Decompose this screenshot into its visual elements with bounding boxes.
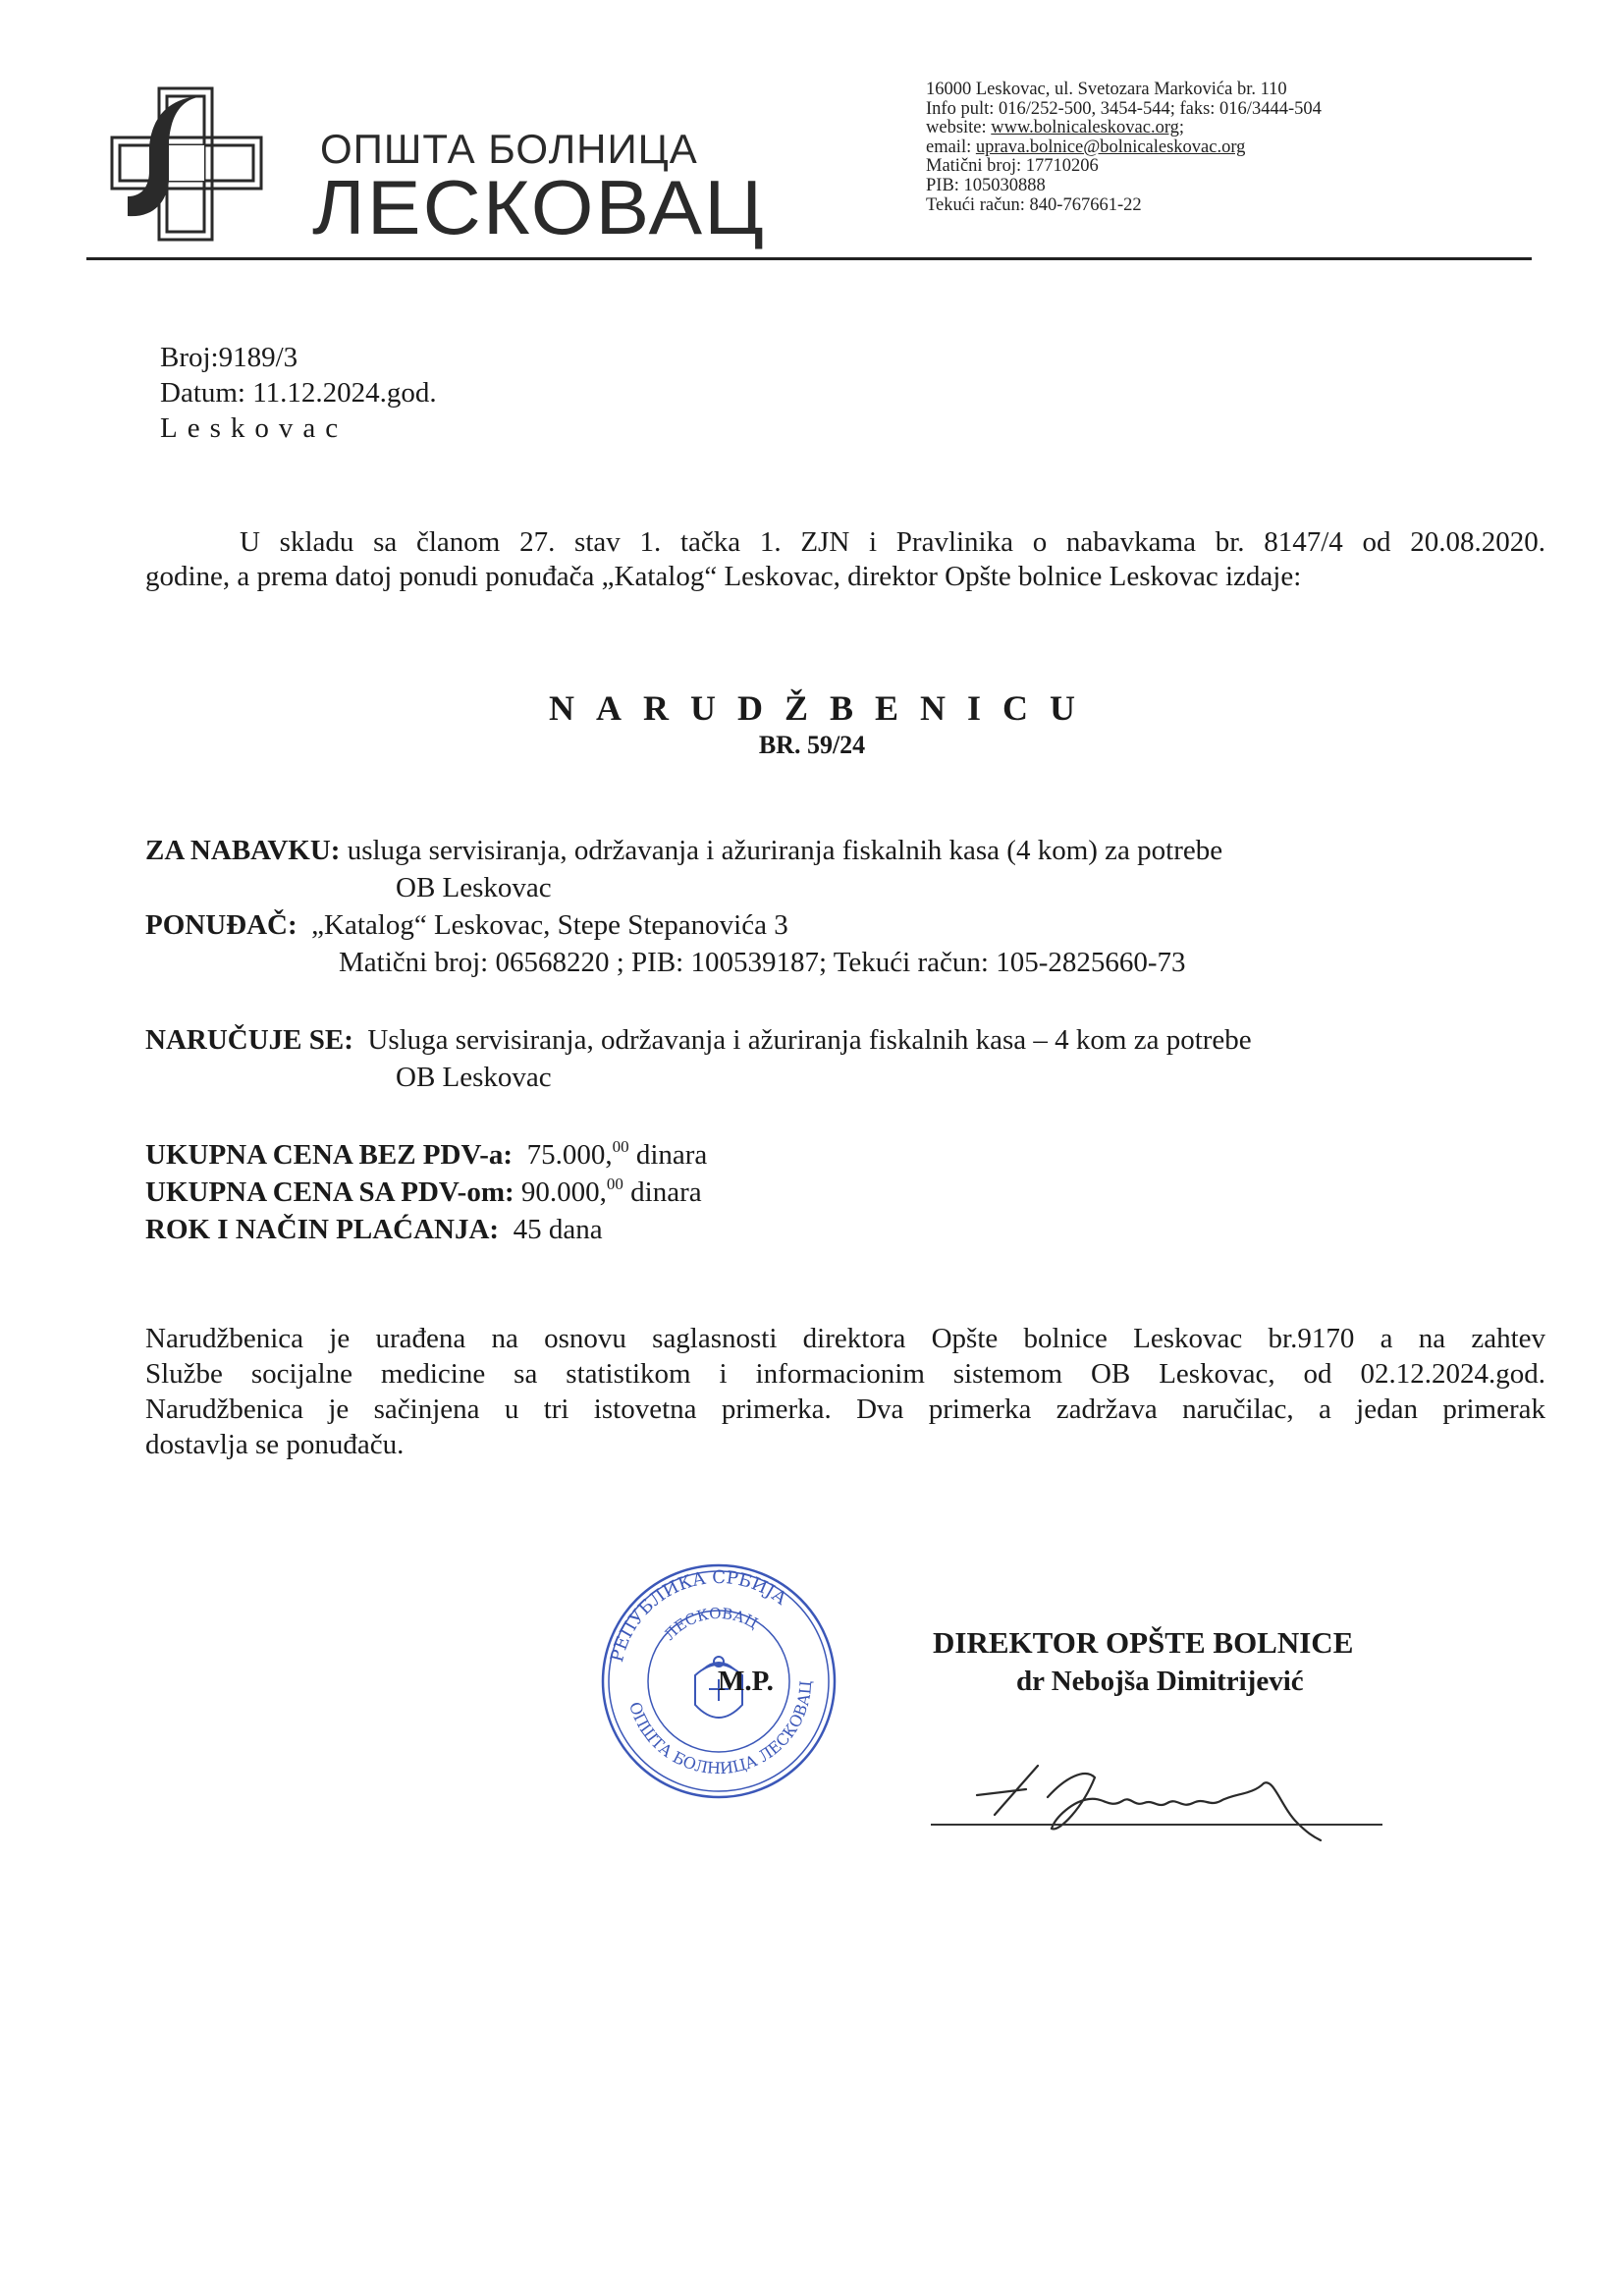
payment-terms-value: 45 dana — [513, 1214, 603, 1245]
price-with-vat-label: UKUPNA CENA SA PDV-om: — [145, 1176, 514, 1208]
narucuje-text: Usluga servisiranja, održavanja i ažuriranja fiskalnih kasa – 4 kom za potrebe — [367, 1024, 1252, 1056]
handwritten-signature — [957, 1738, 1350, 1846]
payment-terms-row — [145, 1212, 603, 1248]
contact-maticni-broj: Matični broj: 17710206 — [926, 156, 1099, 177]
signature-line — [931, 1824, 1382, 1826]
letterhead-divider — [86, 257, 1532, 260]
title-number: BR. 59/24 — [758, 731, 866, 759]
za-nabavku-label: ZA NABAVKU: — [145, 835, 341, 866]
document-number: Broj:9189/3 — [160, 342, 298, 373]
contact-pib: PIB: 105030888 — [926, 175, 1046, 195]
stamp-text-top: РЕПУБЛИКА СРБИЈА — [607, 1566, 791, 1665]
contact-account: Tekući račun: 840-767661-22 — [926, 194, 1142, 215]
director-name: dr Nebojša Dimitrijević — [1016, 1666, 1304, 1697]
price-with-vat-cents: 00 — [606, 1175, 623, 1193]
stamp-text-inner: ЛЕСКОВАЦ — [660, 1604, 761, 1644]
contact-phones: Info pult: 016/252-500, 3454-544; faks: 016/3444-504 — [926, 98, 1322, 119]
price-without-vat-row — [145, 1137, 707, 1176]
payment-terms-label: ROK I NAČIN PLAĆANJA: — [145, 1214, 500, 1245]
hospital-logo-cross — [110, 86, 263, 242]
intro-line-2: godine, a prema datoj ponudi ponuđača „Katalog“ Leskovac, direktor Opšte bolnice Leskovac izdaje: — [145, 561, 1302, 592]
price-with-vat-row — [145, 1175, 702, 1214]
price-without-vat-currency: dinara — [635, 1139, 708, 1171]
email-label: email: — [926, 137, 976, 157]
closing-line-3: Narudžbenica je sačinjena u tri istovetna primerka. Dva primerka zadržava naručilac, a jedan primerak — [145, 1394, 1545, 1425]
narucuje-label: NARUČUJE SE: — [145, 1024, 353, 1056]
intro-line-1: U skladu sa članom 27. stav 1. tačka 1. ZJN i Pravlinika o nabavkama br. 8147/4 od 20.08.2020. — [240, 526, 1545, 558]
narucuje-continuation: OB Leskovac — [396, 1062, 552, 1093]
za-nabavku-row — [145, 833, 1222, 869]
title-main: NARUDŽBENICU — [548, 688, 1098, 728]
hospital-name-line1: ОПШТА БОЛНИЦА — [320, 126, 698, 172]
closing-line-1: Narudžbenica je urađena na osnovu saglasnosti direktora Opšte bolnice Leskovac br.9170 a na zahtev — [145, 1323, 1545, 1354]
director-title: DIREKTOR OPŠTE BOLNICE — [933, 1625, 1354, 1660]
ponudjac-text: „Katalog“ Leskovac, Stepe Stepanovića 3 — [311, 909, 788, 941]
document-meta — [160, 340, 437, 446]
website-suffix: ; — [1178, 118, 1185, 138]
contact-email-row — [926, 138, 1322, 158]
closing-paragraph — [145, 1321, 1545, 1462]
contact-website-row — [926, 119, 1322, 138]
contact-address: 16000 Leskovac, ul. Svetozara Markovića br. 110 — [926, 80, 1287, 99]
price-with-vat-currency: dinara — [630, 1176, 702, 1208]
stamp-text-bottom: ОПШТА БОЛНИЦА ЛЕСКОВАЦ — [624, 1679, 816, 1778]
website-label: website: — [926, 118, 992, 138]
document-city: Leskovac — [160, 412, 349, 444]
closing-line-2: Službe socijalne medicine sa statistikom i informacionim sistemom OB Leskovac, od 02.12.2024.god. — [145, 1358, 1545, 1390]
website-link[interactable]: www.bolnicaleskovac.org — [991, 118, 1179, 138]
price-without-vat-value: 75.000, — [526, 1139, 613, 1171]
mp-label: M.P. — [718, 1666, 774, 1697]
document-title — [0, 687, 1624, 760]
contact-block — [926, 81, 1322, 215]
email-link[interactable]: uprava.bolnice@bolnicaleskovac.org — [975, 137, 1246, 157]
closing-line-4: dostavlja se ponuđaču. — [145, 1429, 405, 1460]
ponudjac-label: PONUĐAČ: — [145, 909, 298, 941]
ponudjac-ids: Matični broj: 06568220 ; PIB: 100539187; Tekući račun: 105-2825660-73 — [339, 947, 1186, 978]
hospital-name-line2: ЛЕСКОВАЦ — [312, 164, 766, 250]
price-without-vat-label: UKUPNA CENA BEZ PDV-a: — [145, 1139, 514, 1171]
za-nabavku-text: usluga servisiranja, održavanja i ažuriranja fiskalnih kasa (4 kom) za potrebe — [347, 835, 1223, 866]
za-nabavku-continuation: OB Leskovac — [396, 872, 552, 903]
price-with-vat-value: 90.000, — [520, 1176, 607, 1208]
ponudjac-row — [145, 907, 788, 944]
narucuje-row — [145, 1022, 1252, 1059]
document-date: Datum: 11.12.2024.god. — [160, 377, 437, 409]
price-without-vat-cents: 00 — [612, 1137, 629, 1156]
intro-paragraph — [145, 525, 1545, 594]
